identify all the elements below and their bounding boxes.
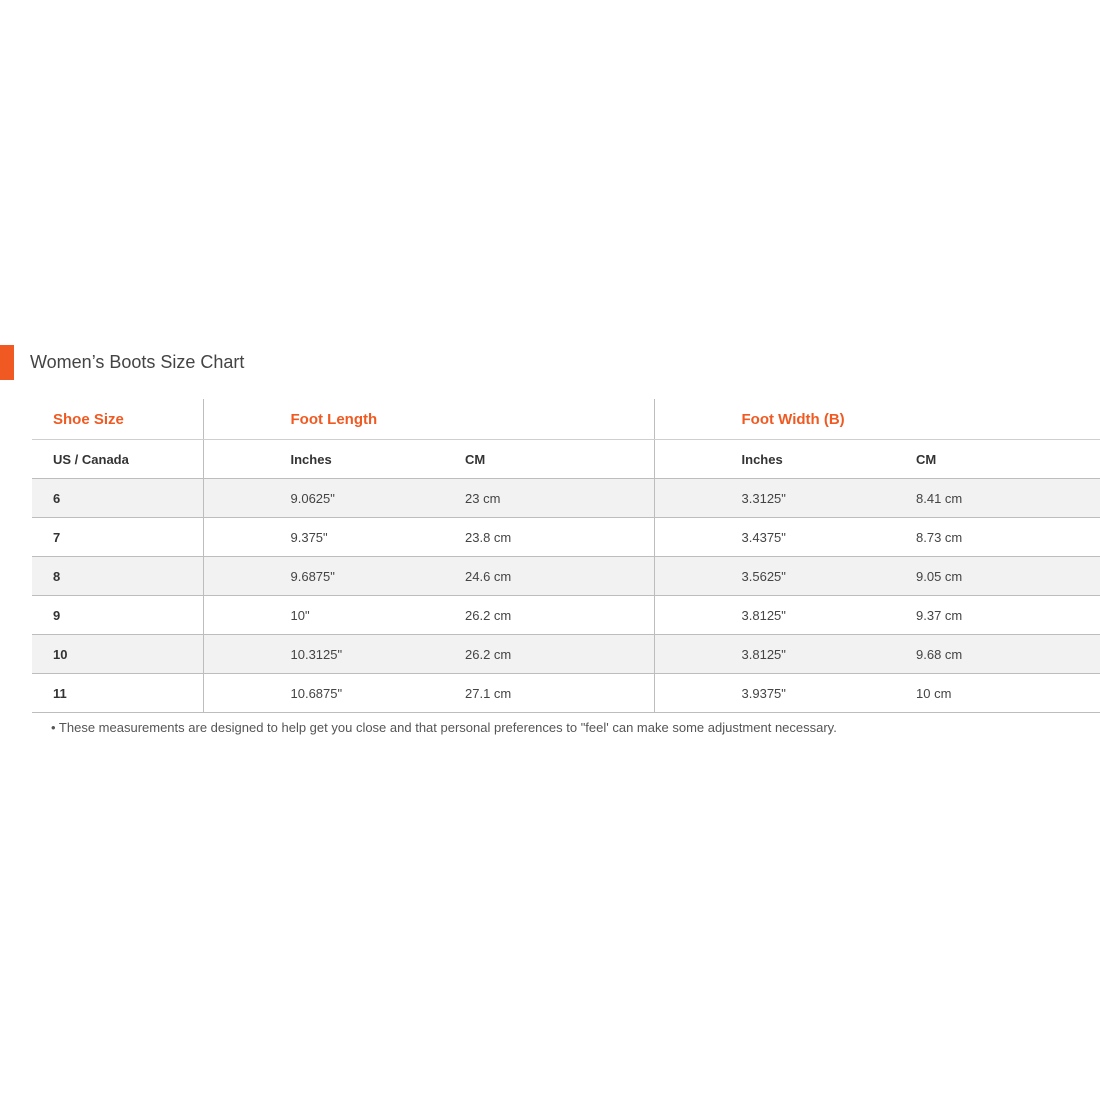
group-header-row <box>32 399 1100 440</box>
table-row <box>32 674 1100 713</box>
width-inches-cell: 3.3125" <box>654 479 879 518</box>
width-cm-cell: 10 cm <box>879 674 1100 713</box>
title-accent-bar <box>0 345 14 380</box>
size-cell: 7 <box>32 518 203 557</box>
table-row <box>32 479 1100 518</box>
page-title: Women’s Boots Size Chart <box>30 352 245 372</box>
subheader-us-canada: US / Canada <box>32 440 203 479</box>
header-foot-length: Foot Length <box>203 399 654 440</box>
width-inches-cell: 3.5625" <box>654 557 879 596</box>
width-cm-cell: 9.05 cm <box>879 557 1100 596</box>
measurement-footnote: • These measurements are designed to help get you close and that personal preferences to "feel' can make some adjustment necessary. <box>51 720 837 735</box>
length-inches-cell: 10.3125" <box>203 635 428 674</box>
length-inches-cell: 9.375" <box>203 518 428 557</box>
width-cm-cell: 8.73 cm <box>879 518 1100 557</box>
length-cm-cell: 26.2 cm <box>428 596 654 635</box>
subheader-length-inches: Inches <box>203 440 428 479</box>
length-cm-cell: 24.6 cm <box>428 557 654 596</box>
size-cell: 8 <box>32 557 203 596</box>
length-cm-cell: 23 cm <box>428 479 654 518</box>
subheader-width-cm: CM <box>879 440 1100 479</box>
length-inches-cell: 9.6875" <box>203 557 428 596</box>
width-inches-cell: 3.8125" <box>654 596 879 635</box>
width-cm-cell: 9.68 cm <box>879 635 1100 674</box>
length-inches-cell: 10.6875" <box>203 674 428 713</box>
header-foot-width: Foot Width (B) <box>654 399 1100 440</box>
width-cm-cell: 9.37 cm <box>879 596 1100 635</box>
width-inches-cell: 3.8125" <box>654 635 879 674</box>
size-cell: 10 <box>32 635 203 674</box>
length-cm-cell: 26.2 cm <box>428 635 654 674</box>
table-row <box>32 635 1100 674</box>
table-row <box>32 518 1100 557</box>
subheader-length-cm: CM <box>428 440 654 479</box>
size-cell: 6 <box>32 479 203 518</box>
subheader-width-inches: Inches <box>654 440 879 479</box>
length-cm-cell: 23.8 cm <box>428 518 654 557</box>
size-chart-table <box>32 399 1100 713</box>
table-row <box>32 557 1100 596</box>
width-inches-cell: 3.4375" <box>654 518 879 557</box>
sub-header-row <box>32 440 1100 479</box>
width-inches-cell: 3.9375" <box>654 674 879 713</box>
length-cm-cell: 27.1 cm <box>428 674 654 713</box>
length-inches-cell: 9.0625" <box>203 479 428 518</box>
size-cell: 11 <box>32 674 203 713</box>
width-cm-cell: 8.41 cm <box>879 479 1100 518</box>
table-row <box>32 596 1100 635</box>
header-shoe-size: Shoe Size <box>32 399 203 440</box>
length-inches-cell: 10" <box>203 596 428 635</box>
size-cell: 9 <box>32 596 203 635</box>
